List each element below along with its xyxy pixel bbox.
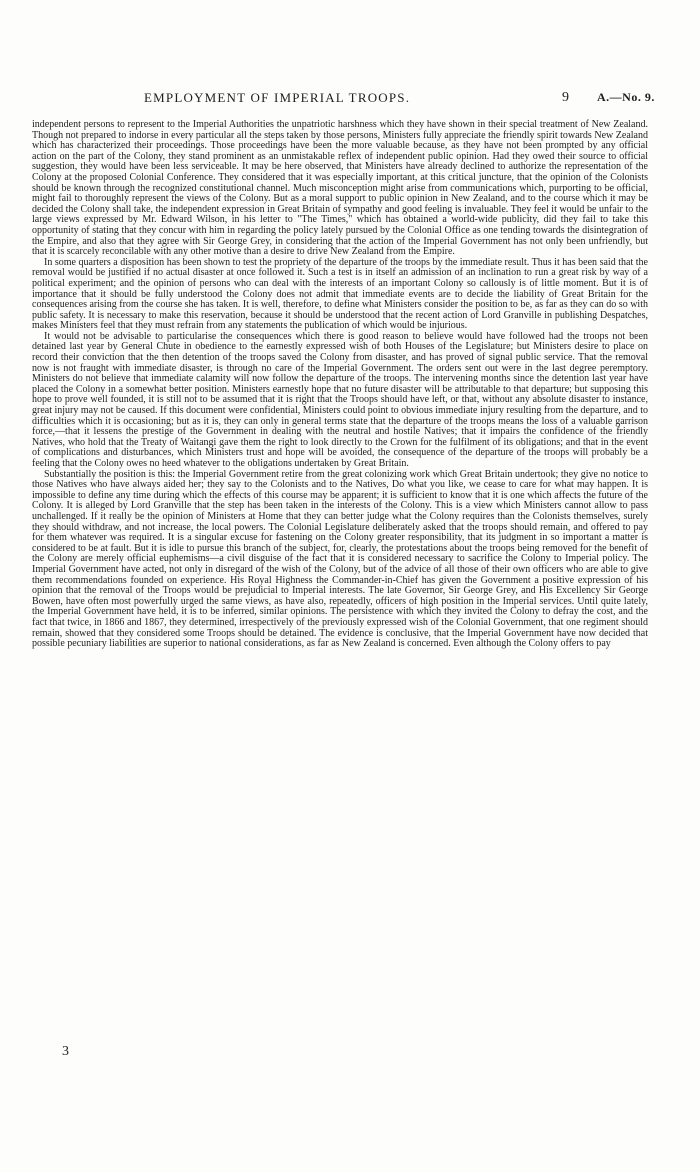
- paragraph-position-summary: Substantially the position is this: the Imperial Government retire from the great colonizing work which Great Britain undertook; they give no notice to those Natives who have always aided her; they say to the Colonists and to the Natives, Do what you like, we cease to care for what may happen. It is impossible to define any time during which the effects of this course may be apparent; it is sufficient to know that it is one which affects the future of the Colony. It is alleged by Lord Granville that the step has been taken in the interests of the Colony. This is a view which Ministers cannot allow to pass unchallenged. If it really be the opinion of Ministers at Home that they can better judge what the Colony requires than the Colonists themselves, surely they should withdraw, and not increase, the local powers. The Colonial Legislature deliberately asked that the troops should remain, and offered to pay for them whatever was required. It is a singular excuse for fastening on the Colony greater responsibility, that its judgment in so important a matter is considered to be at fault. But it is idle to pursue this branch of the subject, for, clearly, the protestations about the troops being removed for the benefit of the Colony are merely official euphemisms—a civil disguise of the fact that it is considered necessary to sacrifice the Colony to Imperial policy. The Imperial Government have acted, not only in disregard of the wish of the Colony, but of the advice of all those of their own officers who are able to give them recommendations founded on experience. His Royal Highness the Commander-in-Chief has given the Government a positive expression of his opinion that the removal of the Troops would be prejudicial to Imperial interests. The late Governor, Sir George Grey, and His Excellency Sir George Bowen, have often most powerfully urged the same views, as have also, repeatedly, officers of high position in the Imperial services. Until quite lately, the Imperial Government have held, it is to be inferred, similar opinions. The persistence with which they invited the Colony to defray the cost, and the fact that twice, in 1866 and 1867, they determined, irrespectively of the previously expressed wish of the Colonial Government, that one regiment should remain, showed that they considered some Troops should be detained. The evidence is conclusive, that the Imperial Government have now decided that possible pecuniary liabilities are superior to national considerations, as far as New Zealand is concerned. Even although the Colony offers to pay: [32, 468, 648, 650]
- paragraph-continued: independent persons to represent to the Imperial Authorities the unpatriotic harshness which they have shown in their special treatment of New Zealand. Though not prepared to indorse in every particular all the steps taken by those persons, Ministers fully appreciate the friendly spirit towards New Zealand which has characterized their proceedings. Those proceedings have been the more valuable because, as they have not been prompted by any official action on the part of the Colony, they stand prominent as an unmistakable reflex of independent public opinion. Had they owed their source to official suggestion, they would have been less serviceable. It may be here observed, that Ministers have already declined to authorize the representation of the Colony at the proposed Colonial Conference. They considered that it was especially important, at this critical juncture, that the opinion of the Colonists should be known through the recognized constitutional channel. Much misconception might arise from communications which, purporting to be official, might fail to thoroughly represent the views of the Colony. But as a moral support to public opinion in New Zealand, and to the course which it may be decided the Colony shall take, the independent expression in Great Britain of sympathy and good feeling is invaluable. They feel it would be unfair to the large views expressed by Mr. Edward Wilson, in his letter to "The Times," which has obtained a world-wide publicity, did they fail to take this opportunity of stating that they concur with him in regarding the policy lately pursued by the Colonial Office as one tending towards the disintegration of the Empire, and also that they agree with Sir George Grey, in considering that the action of the Imperial Government has not only been unfriendly, but that it is scarcely reconcilable with any other motive than a desire to drive New Zealand from the Empire.: [32, 119, 648, 258]
- body-text: [32, 120, 648, 650]
- running-header: [32, 90, 680, 106]
- header-title: EMPLOYMENT OF IMPERIAL TROOPS.: [144, 90, 411, 105]
- page-number: 9: [562, 90, 571, 105]
- paragraph-detention-of-troops: It would not be advisable to particularise the consequences which there is good reason to believe would have followed had the troops not been detained last year by General Chute in obedience to the earnestly expressed wish of both Houses of the Legislature; but Ministers desire to place on record their conviction that the then detention of the troops saved the Colony from disaster, and has proved of signal public service. That the removal now is not fraught with immediate disaster, is through no care of the Imperial Government. The orders sent out were in the last degree peremptory. Ministers do not believe that immediate calamity will now follow the departure of the troops. The intervening months since the detention last year have placed the Colony in a somewhat better position. Ministers earnestly hope that no future disaster will be attributable to that departure; but supposing this hope to prove well founded, it is still not to be assumed that it is right that the Troops should have left, or that, without any absolute disaster to instance, great injury may not be caused. If this document were confidential, Ministers could point to obvious immediate injury resulting from the departure, and to difficulties which it is occasioning; but as it is, they can only in general terms state that the departure of the troops means the loss of a valuable garrison force,—that it lessens the prestige of the Government in dealing with the neutral and hostile Natives; that it impairs the confidence of the friendly Natives, who hold that the Treaty of Waitangi gave them the right to look directly to the Crown for the fulfilment of its obligations; and that in the event of complications and disturbances, which Ministers trust and hope will be avoided, the consequence of the departure of the troops will probably be a feeling that the Colony owes no heed whatever to the obligations undertaken by Great Britain.: [32, 330, 648, 469]
- paper-reference: A.—No. 9.: [597, 90, 655, 104]
- paragraph-immediate-result: In some quarters a disposition has been shown to test the propriety of the departure of the troops by the immediate result. Thus it has been said that the removal would be justified if no actual disaster at once followed it. Such a test is in itself an admission of an inclination to run a great risk by way of a political experiment; and the opinion of persons who can deal with the interests of an important Colony so callously is of little moment. But it is of importance that it should be fully understood the Colony does not admit that immediate events are to decide the liability of Great Britain for the consequences arising from the course she has taken. It is well, therefore, to define what Ministers consider the position to be, as far as they can do so with public safety. It is necessary to make this reservation, because it should be understood that the recent action of Lord Granville in publishing Despatches, makes Ministers feel that they must refrain from any statements the publication of which would be injurious.: [32, 256, 648, 332]
- signature-mark: 3: [62, 1044, 69, 1059]
